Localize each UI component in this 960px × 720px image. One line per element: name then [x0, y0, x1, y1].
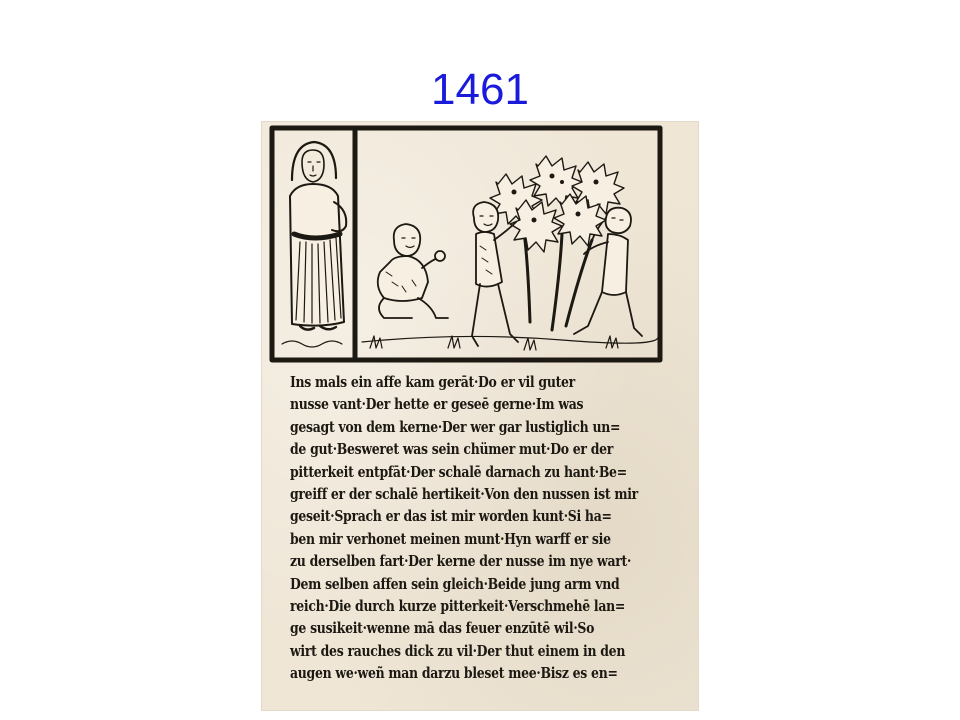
grass	[362, 336, 658, 350]
sitting-ape	[378, 224, 448, 318]
text-line: ben mir verhonet meinen munt·Hyn warff er sie	[290, 530, 611, 548]
text-line: Ins mals ein affe kam gerāt·Do er vil guter	[290, 374, 575, 391]
text-line: Dem selben affen sein gleich·Beide jung arm vnd	[290, 575, 620, 593]
text-line: augen we·weñ man darzu bleset mee·Bisz es en=	[290, 665, 618, 683]
text-line: pitterkeit entpfāt·Der schalē darnach zu hant·Be=	[290, 463, 627, 481]
woodcut-illustration	[262, 122, 698, 372]
blackletter-text-block	[290, 372, 688, 685]
text-line: geseit·Sprach er das ist mir worden kunt·Si ha=	[290, 508, 612, 526]
manuscript-page-image	[262, 122, 698, 710]
text-line: wirt des rauches dick zu vil·Der thut einem in den	[290, 642, 626, 660]
standing-figure	[282, 142, 346, 347]
text-line: de gut·Besweret was sein chümer mut·Do er der	[290, 441, 614, 459]
text-line: greiff er der schalē hertikeit·Von den nussen ist mir	[290, 485, 638, 503]
text-line: gesagt von dem kerne·Der wer gar lustiglich un=	[290, 418, 621, 436]
text-line: zu derselben fart·Der kerne der nusse im nye wart·	[290, 553, 632, 571]
text-line: reich·Die durch kurze pitterkeit·Verschmehē lan=	[290, 597, 626, 615]
slide-title: 1461	[431, 65, 529, 114]
text-line: nusse vant·Der hette er geseē gerne·Im was	[290, 396, 584, 414]
text-line: ge susikeit·wenne mā das feuer enzūtē wil·So	[290, 620, 595, 638]
